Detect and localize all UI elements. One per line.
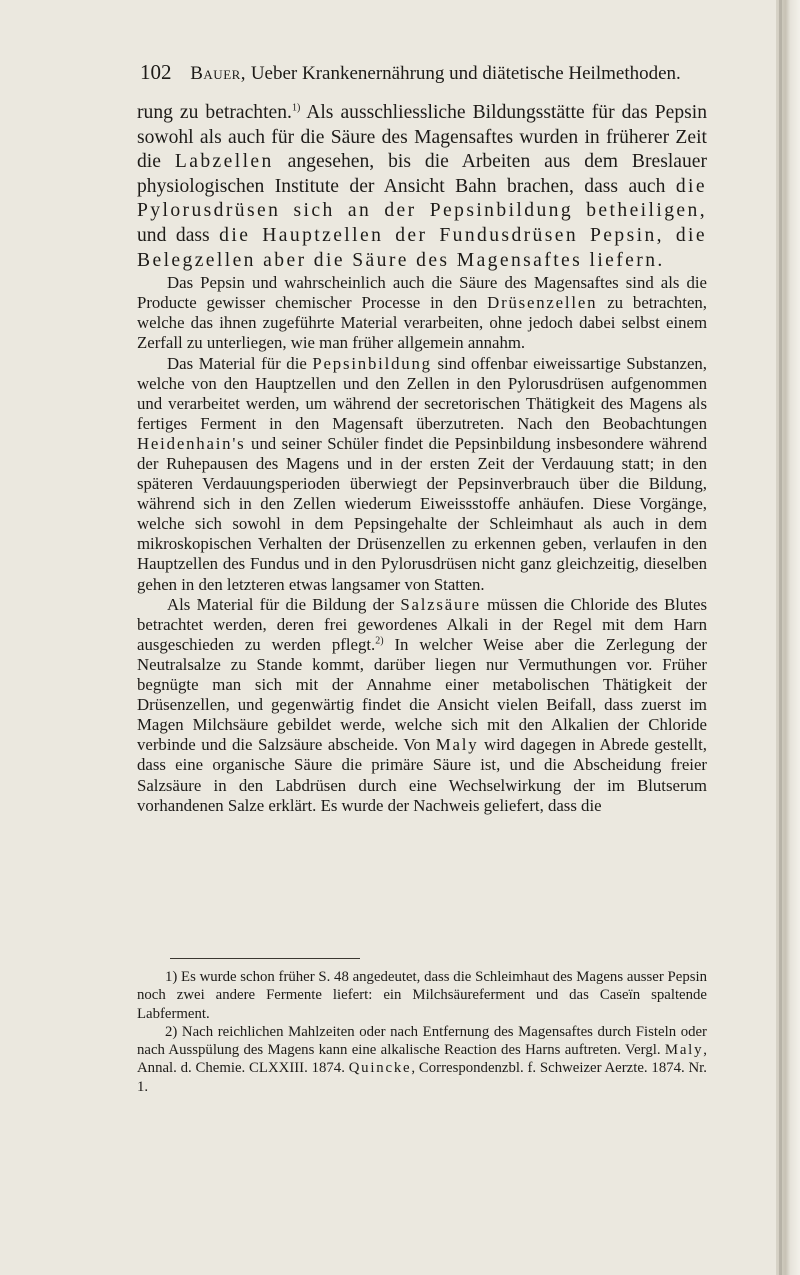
spaced-term: Maly (664, 1042, 704, 1059)
paragraph-4 (137, 595, 707, 816)
spaced-term: die Hauptzellen der Fundusdrüsen Pepsin, die Belegzellen aber die Säure des Magensaftes liefern. (137, 224, 707, 271)
footnote-ref-1: 1) (291, 102, 301, 114)
footnote-1: 1) Es wurde schon früher S. 48 angedeutet, dass die Schleimhaut des Magens ausser Pepsin noch zwei andere Fermente liefert: ein Milchsäureferment und das Caseïn spaltende Labferment. (137, 969, 707, 1022)
spaced-term: Drüsenzellen (487, 293, 598, 313)
text-run: angesehen, bis die Arbeiten aus dem Breslauer physiologischen Institute der Ansicht Bahn brachen, dass auch (137, 151, 707, 197)
text-run: Das Material für die (167, 353, 313, 373)
running-head-author: Bauer, (190, 63, 247, 84)
spine-shadow (779, 0, 782, 1275)
footnote-ref-2: 2) (375, 635, 384, 647)
spaced-term: Maly (435, 735, 479, 755)
page-number: 102 (140, 60, 172, 84)
spaced-term: Quincke (348, 1060, 412, 1077)
spaced-term: Heidenhain's (137, 433, 246, 453)
text-run: wird dagegen in Abrede gestellt, dass eine organische Säure die primäre Säure ist, und die Abscheidung freier Salzsäure in den Labdrüsen durch eine Wechselwirkung der im Blutserum vorhandenen Salze erklärt. Es wurde der Nachweis geliefert, dass die (137, 735, 708, 815)
text-run: , Annal. d. Chemie. CLXXIII. 1874. (137, 1042, 707, 1077)
body-text (137, 101, 707, 816)
paragraph-1 (137, 101, 707, 273)
paragraph-2 (137, 273, 707, 353)
text-run: , Correspondenzbl. f. Schweizer Aerzte. 1874. Nr. 1. (137, 1060, 707, 1095)
spaced-term: Salzsäure (400, 594, 481, 614)
text-run: In welcher Weise aber die Zerlegung der Neutralsalze zu Stande kommt, darüber liegen nur Vermuthungen vor. Früher begnügte man sich mit der Annahme einer metabolischen Thätigkeit der Drüsenzellen, und gegenwärtig findet die Ansicht vielen Beifall, dass zuerst im Magen Milchsäure gebildet werde, welche sich mit den Alkalien der Chloride verbinde und die Salzsäure abscheide. Von (137, 634, 707, 755)
footnote-divider (170, 958, 360, 959)
text-run: und seiner Schüler findet die Pepsinbildung insbesondere während der Ruhepausen des Magens und in der ersten Zeit der Verdauung statt; in den späteren Verdauungsperioden überwiegt der Pepsinverbrauch über die Bildung, während sich in den Zellen wiederum Eiweissstoffe anhäufen. Diese Vorgänge, welche sich sowohl in dem Pepsingehalte der Schleimhaut als auch in dem mikroskopischen Verhalten der Drüsenzellen zu erkennen geben, verlaufen in den Hauptzellen des Fundus und in den Pylorusdrüsen nicht ganz gleichzeitig, dieselben gehen in den letzteren etwas langsamer von Statten. (137, 433, 707, 594)
text-run: 2) Nach reichlichen Mahlzeiten oder nach Entfernung des Magensaftes durch Fisteln oder nach Ausspülung des Magens kann eine alkalische Reaction des Harns auftreten. Vergl. (137, 1023, 707, 1059)
spaced-term: Pepsinbildung (312, 353, 432, 373)
running-head-title: Ueber Krankenernährung und diätetische Heilmethoden. (250, 63, 681, 84)
text-run: Als ausschliessliche Bildungsstätte für das Pepsin sowohl als auch für die Säure des Magensaftes wurden in früherer Zeit die (137, 102, 707, 173)
running-head (140, 60, 700, 85)
text-run: Das Pepsin und wahrscheinlich auch die Säure des Magensaftes sind als die Producte gewisser chemischer Processe in den (137, 273, 707, 313)
spaced-term: Labzellen (174, 151, 274, 173)
text-run: müssen die Chloride des Blutes betrachtet werden, deren frei gewordenes Alkali in der Regel mit dem Harn ausgeschieden zu werden pflegt. (137, 594, 707, 654)
text-run: und dass (137, 224, 220, 246)
text-run: zu betrachten, welche das ihnen zugeführte Material verarbeiten, ohne jedoch dabei selbst einem Zerfall zu unterliegen, wie man früher allgemein annahm. (137, 293, 707, 353)
text-run: rung zu betrachten. (137, 102, 292, 123)
text-run: sind offenbar eiweissartige Substanzen, welche von den Hauptzellen und den Zellen in den Pylorusdrüsen aufgenommen und verarbeitet werden, um während der secretorischen Thätigkeit des Magens als fertiges Ferment in den Magensaft überzutreten. Nach den Beobachtungen (137, 353, 707, 433)
paragraph-3 (137, 354, 707, 595)
footnote-2 (137, 1023, 707, 1096)
text-run: Als Material für die Bildung der (167, 594, 401, 614)
footnotes (137, 968, 707, 1096)
spaced-term: die Pylorusdrüsen sich an der Pepsinbildung betheiligen, (137, 175, 707, 222)
